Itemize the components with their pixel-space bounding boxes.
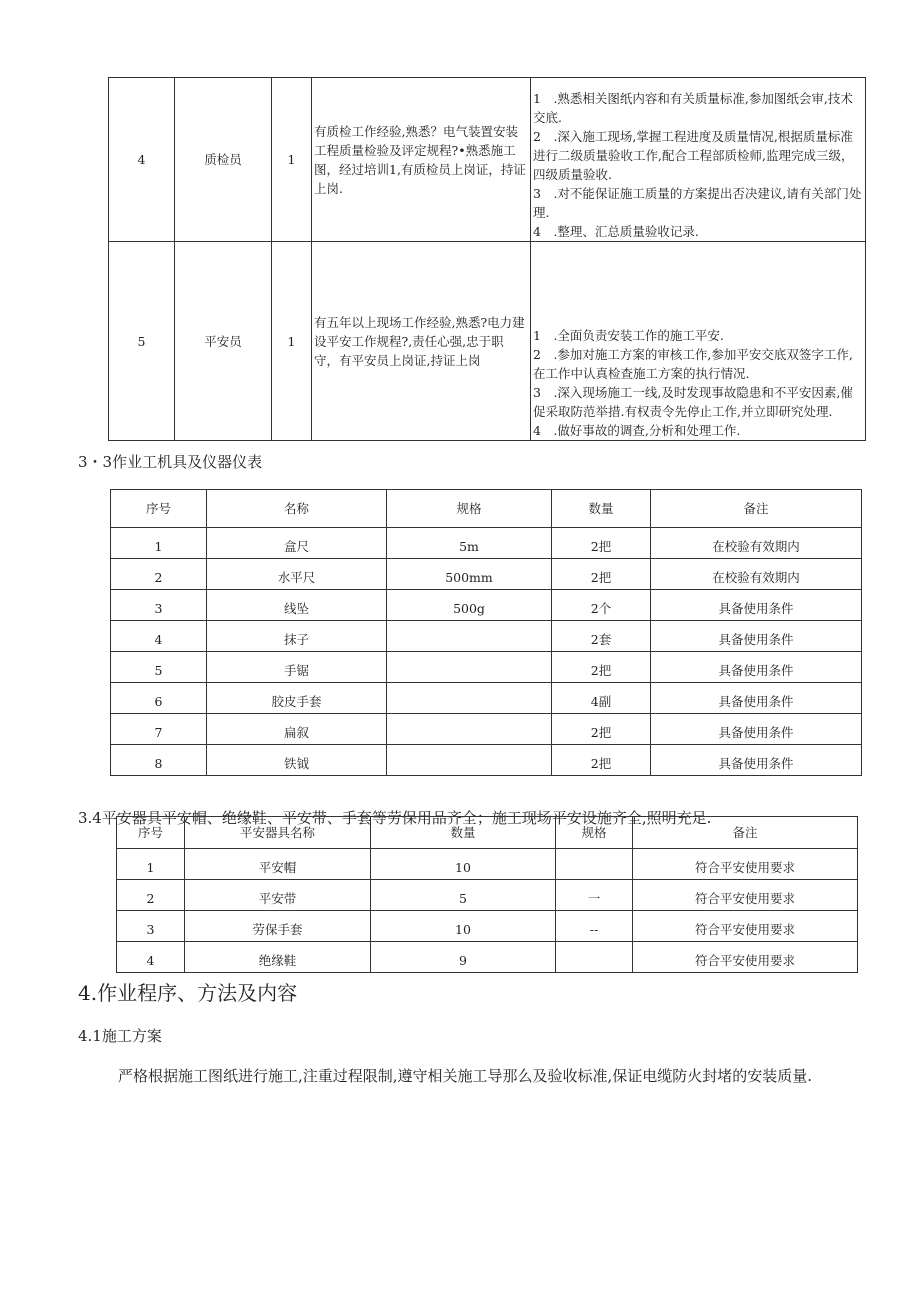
cell-name: 抹子: [207, 621, 387, 652]
cell-spec: 5m: [387, 528, 552, 559]
cell-remark: 具备使用条件: [651, 745, 862, 776]
table-row: [109, 242, 866, 441]
cell-spec: [556, 849, 633, 880]
header-quantity: 数量: [371, 817, 556, 849]
cell-name: 线坠: [207, 590, 387, 621]
cell-number: 8: [111, 745, 207, 776]
table-row: [117, 880, 858, 911]
cell-remark: 符合平安使用要求: [633, 942, 858, 973]
cell-remark: 符合平安使用要求: [633, 880, 858, 911]
cell-name: 手锯: [207, 652, 387, 683]
cell-spec: [387, 714, 552, 745]
header-quantity: 数量: [552, 490, 651, 528]
cell-spec: [556, 942, 633, 973]
cell-remark: 具备使用条件: [651, 714, 862, 745]
cell-duties: [531, 78, 866, 242]
section-4-heading: 4.作业程序、方法及内容: [78, 981, 298, 1005]
table-row: [117, 942, 858, 973]
cell-number: 2: [111, 559, 207, 590]
table-row: [111, 683, 862, 714]
cell-name: 盒尺: [207, 528, 387, 559]
cell-number: 4: [109, 78, 175, 242]
header-number: 序号: [117, 817, 185, 849]
table-header-row: [111, 490, 862, 528]
cell-quantity: 2套: [552, 621, 651, 652]
cell-quantity: 10: [371, 911, 556, 942]
cell-number: 3: [117, 911, 185, 942]
cell-remark: 具备使用条件: [651, 590, 862, 621]
header-name: 名称: [207, 490, 387, 528]
cell-remark: 具备使用条件: [651, 652, 862, 683]
cell-name: 平安帽: [185, 849, 371, 880]
safety-equipment-table: [116, 816, 858, 973]
cell-remark: 具备使用条件: [651, 621, 862, 652]
cell-name: 铁钺: [207, 745, 387, 776]
duty-item: 2 .深入施工现场,掌握工程进度及质量情况,根据质量标准进行二级质量验收工作,配合工程部质检师,监理完成三级，四级质量验收.: [533, 129, 854, 182]
cell-quantity: 2把: [552, 714, 651, 745]
cell-number: 5: [109, 242, 175, 441]
section-4-1-heading: 4.1施工方案: [78, 1027, 162, 1045]
cell-remark: 符合平安使用要求: [633, 911, 858, 942]
cell-number: 7: [111, 714, 207, 745]
cell-number: 4: [111, 621, 207, 652]
header-name: 平安器具名称: [185, 817, 371, 849]
cell-requirement: 有五年以上现场工作经验,熟悉?电力建设平安工作规程?,责任心强,忠于职守，有平安员上岗证,持证上岗: [312, 242, 531, 441]
section-3-4-text: 3.4平安器具平安帽、绝缘鞋、平安带、手套等劳保用品齐全；施工现场平安设施齐全,照明充足.: [78, 809, 712, 827]
cell-name: 绝缘鞋: [185, 942, 371, 973]
cell-spec: [387, 621, 552, 652]
header-number: 序号: [111, 490, 207, 528]
cell-number: 3: [111, 590, 207, 621]
cell-remark: 符合平安使用要求: [633, 849, 858, 880]
cell-quantity: 2把: [552, 745, 651, 776]
cell-role: 平安员: [175, 242, 272, 441]
cell-remark: 在校验有效期内: [651, 559, 862, 590]
tools-table: [110, 489, 862, 776]
cell-spec: 一: [556, 880, 633, 911]
duty-item: 3 .对不能保证施工质量的方案提出否决建议,请有关部门处理.: [533, 186, 862, 220]
cell-number: 2: [117, 880, 185, 911]
duty-item: 4 .整理、汇总质量验收记录.: [533, 224, 699, 239]
cell-quantity: 2把: [552, 559, 651, 590]
cell-name: 水平尺: [207, 559, 387, 590]
header-remark: 备注: [651, 490, 862, 528]
cell-quantity: 2把: [552, 652, 651, 683]
cell-spec: --: [556, 911, 633, 942]
cell-number: 5: [111, 652, 207, 683]
cell-number: 6: [111, 683, 207, 714]
cell-quantity: 9: [371, 942, 556, 973]
table-row: [117, 911, 858, 942]
header-spec: 规格: [387, 490, 552, 528]
cell-spec: 500mm: [387, 559, 552, 590]
table-row: [111, 652, 862, 683]
duty-item: 1 .全面负责安装工作的施工平安.: [533, 328, 724, 343]
duty-item: 4 .做好事故的调查,分析和处理工作.: [533, 423, 741, 438]
header-remark: 备注: [633, 817, 858, 849]
table-row: [111, 714, 862, 745]
table-row: [109, 78, 866, 242]
cell-spec: 500g: [387, 590, 552, 621]
cell-quantity: 5: [371, 880, 556, 911]
cell-name: 平安带: [185, 880, 371, 911]
cell-count: 1: [272, 242, 312, 441]
duty-item: 2 .参加对施工方案的审核工作,参加平安交底双签字工作,在工作中认真检查施工方案的执行情况.: [533, 347, 853, 381]
cell-quantity: 10: [371, 849, 556, 880]
cell-role: 质检员: [175, 78, 272, 242]
cell-count: 1: [272, 78, 312, 242]
cell-spec: [387, 745, 552, 776]
section-4-1-paragraph: 严格根据施工图纸进行施工,注重过程限制,遵守相关施工导那么及验收标准,保证电缆防火封堵的安装质量.: [118, 1067, 813, 1085]
header-spec: 规格: [556, 817, 633, 849]
cell-requirement: 有质检工作经验,熟悉？电气装置安装工程质量检验及评定规程?•熟悉施工图，经过培训1,有质检员上岗证，持证上岗.: [312, 78, 531, 242]
cell-spec: [387, 683, 552, 714]
table-row: [111, 621, 862, 652]
cell-quantity: 2把: [552, 528, 651, 559]
cell-remark: 具备使用条件: [651, 683, 862, 714]
table-row: [111, 745, 862, 776]
cell-name: 扁叙: [207, 714, 387, 745]
staff-duty-table: [108, 77, 866, 441]
cell-remark: 在校验有效期内: [651, 528, 862, 559]
table-row: [111, 590, 862, 621]
duty-item: 3 .深入现场施工一线,及时发现事故隐患和不平安因素,催促采取防范举措.有权责令先停止工作,并立即研究处理.: [533, 385, 853, 419]
cell-number: 1: [117, 849, 185, 880]
section-3-3-heading: 3・3作业工机具及仪器仪表: [78, 453, 263, 471]
cell-number: 4: [117, 942, 185, 973]
cell-quantity: 2个: [552, 590, 651, 621]
table-header-row: [117, 817, 858, 849]
cell-duties: [531, 242, 866, 441]
cell-spec: [387, 652, 552, 683]
cell-number: 1: [111, 528, 207, 559]
table-row: [111, 559, 862, 590]
table-row: [111, 528, 862, 559]
cell-name: 胶皮手套: [207, 683, 387, 714]
cell-name: 劳保手套: [185, 911, 371, 942]
table-row: [117, 849, 858, 880]
duty-item: 1 .熟悉相关图纸内容和有关质量标准,参加图纸会审,技术交底.: [533, 91, 853, 125]
cell-quantity: 4副: [552, 683, 651, 714]
